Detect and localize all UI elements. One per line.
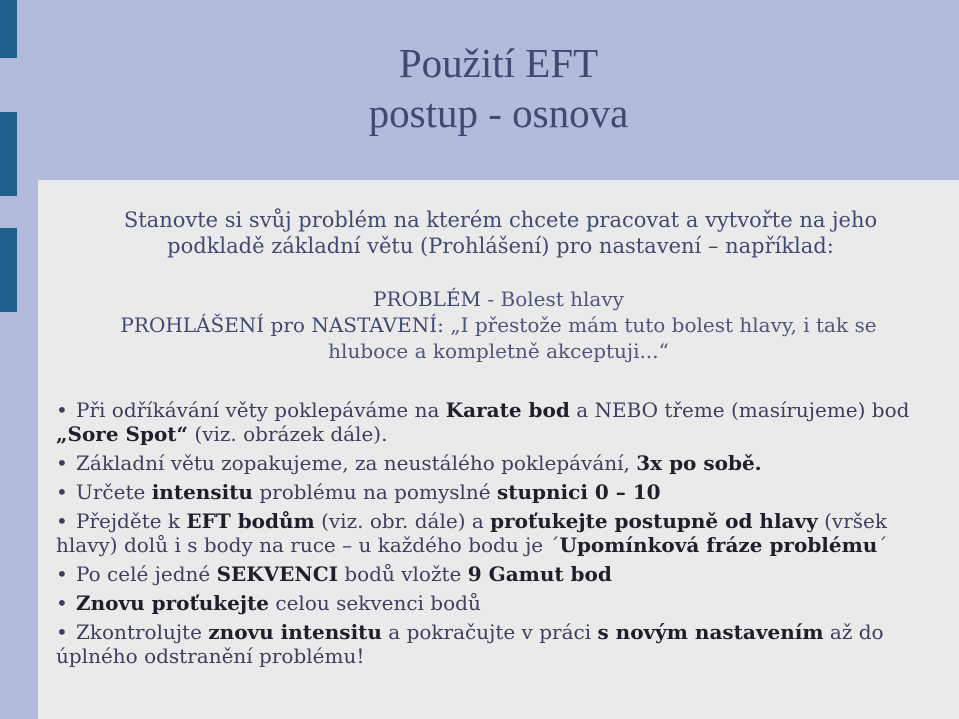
problem-block bbox=[38, 286, 959, 364]
statement-line-2 bbox=[38, 338, 959, 364]
list-item-text: (vršek hlavy) dolů i s body na ruce – u každého bodu je ´ bbox=[56, 509, 887, 557]
list-item bbox=[56, 591, 936, 615]
accent-bar bbox=[0, 112, 17, 196]
instruction-list bbox=[56, 398, 936, 673]
list-item-emphasis: „Sore Spot“ bbox=[56, 422, 189, 446]
statement-colon: : bbox=[437, 313, 444, 337]
bullet-icon: • bbox=[56, 562, 68, 586]
list-item-text: (viz. obr. dále) a bbox=[314, 509, 491, 533]
list-item-text: Po celé jedné bbox=[76, 562, 217, 586]
slide-title-line-2: postup - osnova bbox=[368, 90, 629, 136]
list-item-text: Určete bbox=[76, 480, 152, 504]
slide-title bbox=[38, 38, 959, 138]
slide-title-line-1: Použití EFT bbox=[398, 40, 599, 86]
list-item-emphasis: stupnici 0 – 10 bbox=[496, 480, 661, 504]
list-item bbox=[56, 451, 936, 475]
intro-text: Stanovte si svůj problém na kterém chcete pracovat a vytvořte na jeho podkladě základní větu (Prohlášení) pro nastavení – například: bbox=[123, 208, 878, 258]
list-item-emphasis: 9 Gamut bod bbox=[467, 562, 612, 586]
list-item-emphasis: EFT bodům bbox=[186, 509, 315, 533]
list-item-text: Přejděte k bbox=[76, 509, 187, 533]
list-item-text: až do úplného odstranění problému! bbox=[56, 620, 884, 668]
list-item-emphasis: Karate bod bbox=[445, 398, 570, 422]
statement-line-1 bbox=[38, 312, 959, 338]
list-item bbox=[56, 620, 936, 668]
list-item-emphasis: znovu intensitu bbox=[208, 620, 382, 644]
list-item-text: problému na pomyslné bbox=[252, 480, 497, 504]
list-item-text: a pokračujte v práci bbox=[381, 620, 598, 644]
list-item-text: Zkontrolujte bbox=[76, 620, 209, 644]
list-item-text: bodů vložte bbox=[337, 562, 468, 586]
list-item-emphasis: intensitu bbox=[151, 480, 253, 504]
list-item bbox=[56, 562, 936, 586]
list-item-text: (viz. obrázek dále). bbox=[188, 422, 388, 446]
statement-text-1: „I přestože mám tuto bolest hlavy, i tak se bbox=[443, 313, 877, 337]
bullet-icon: • bbox=[56, 451, 68, 475]
bullet-icon: • bbox=[56, 620, 68, 644]
accent-bar bbox=[0, 228, 17, 312]
list-item-emphasis: s novým nastavením bbox=[597, 620, 824, 644]
bullet-icon: • bbox=[56, 509, 68, 533]
statement-text-2: hluboce a kompletně akceptuji...“ bbox=[328, 339, 669, 363]
problem-value: - Bolest hlavy bbox=[481, 287, 624, 311]
statement-label: PROHLÁŠENÍ pro NASTAVENÍ bbox=[120, 313, 438, 337]
list-item bbox=[56, 509, 936, 557]
list-item-emphasis: 3x po sobě. bbox=[636, 451, 762, 475]
content-panel bbox=[38, 180, 959, 719]
list-item-text: celou sekvenci bodů bbox=[269, 591, 481, 615]
list-item bbox=[56, 480, 936, 504]
list-item-text: ´ bbox=[877, 533, 888, 557]
list-item-text: a NEBO třeme (masírujeme) bod bbox=[569, 398, 910, 422]
list-item-emphasis: Znovu proťukejte bbox=[76, 591, 270, 615]
problem-line bbox=[38, 286, 959, 312]
bullet-icon: • bbox=[56, 480, 68, 504]
list-item-emphasis: Upomínková fráze problému bbox=[559, 533, 878, 557]
list-item bbox=[56, 398, 936, 446]
bullet-icon: • bbox=[56, 591, 68, 615]
problem-label: PROBLÉM bbox=[373, 287, 482, 311]
accent-bar bbox=[0, 0, 17, 58]
list-item-emphasis: proťukejte postupně od hlavy bbox=[490, 509, 818, 533]
list-item-text: Základní větu zopakujeme, za neustálého poklepávání, bbox=[76, 451, 637, 475]
bullet-icon: • bbox=[56, 398, 68, 422]
left-accent-bars bbox=[0, 0, 18, 719]
list-item-emphasis: SEKVENCI bbox=[216, 562, 338, 586]
list-item-text: Při odříkávání věty poklepáváme na bbox=[76, 398, 446, 422]
